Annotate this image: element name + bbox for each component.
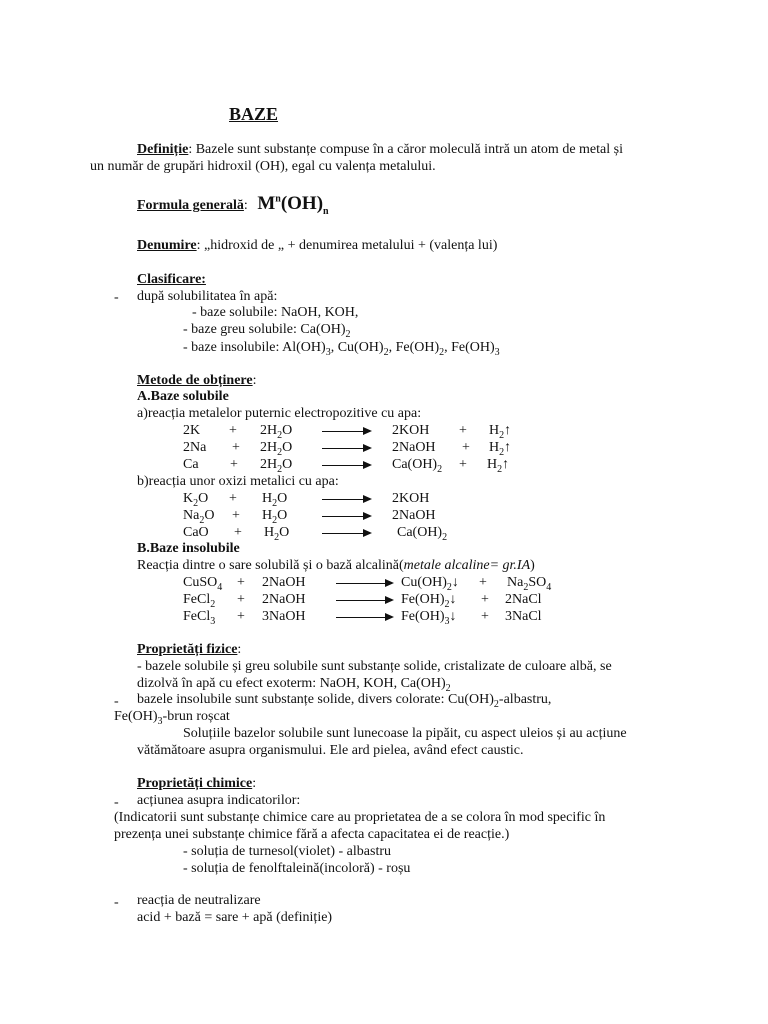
definition-label: Definiție [137, 142, 189, 157]
denumire-label: Denumire [137, 238, 197, 253]
definition-line-2: un număr de grupări hidroxil (OH), egal cu valența metalului. [90, 159, 436, 174]
reaction-arrow [322, 465, 370, 466]
baze-insolubile-text: Reacția dintre o sare solubilă și o bază alcalină(metale alcaline= gr.IA) [137, 558, 535, 573]
chimice-indicatori: acțiunea asupra indicatorilor: [137, 793, 301, 808]
reaction-arrow [322, 448, 370, 449]
fizice-heading: Proprietăți fizice: [137, 642, 242, 657]
chimice-dash-1: - [114, 795, 119, 810]
clasificare-heading: Clasificare: [137, 272, 206, 287]
clasificare-criterion: după solubilitatea în apă: [137, 289, 278, 304]
reaction-arrow [336, 583, 392, 584]
baze-insolubile-heading: B.Baze insolubile [137, 541, 240, 556]
fizice-p2-line2: $Fe(OH)_3$-brun roșcat [114, 709, 230, 727]
chimice-dash-2: - [114, 895, 119, 910]
clasificare-dash: - [114, 290, 119, 305]
definition-line-1 [137, 142, 623, 158]
reaction-arrow [336, 617, 392, 618]
reaction-arrow [322, 516, 370, 517]
formula-label: Formula generală [137, 198, 244, 213]
chimice-fenolftaleina: - soluția de fenolftaleină(incoloră) - roșu [183, 861, 411, 876]
chimice-neutralizare: reacția de neutralizare [137, 893, 261, 908]
chimice-heading: Proprietăți chimice: [137, 776, 257, 791]
fizice-p2-line1: bazele insolubile sunt substanțe solide, divers colorate: $Cu(OH)_2$-albastru, [137, 692, 552, 710]
fizice-p1-line1: - bazele solubile și greu solubile sunt substanțe solide, cristalizate de culoare albă, se [137, 659, 612, 674]
reaction-arrow [336, 600, 392, 601]
fizice-p1-line2: dizolvă în apă cu efect exoterm: NaOH, KOH, $Ca(OH)_2$ [137, 676, 451, 694]
reaction-arrow [322, 431, 370, 432]
chimice-indicatori-desc-2: prezența unei substanțe chimice fără a afecta capacitatea ei de reacție.) [114, 827, 510, 842]
reactie-b-text: b)reacția unor oxizi metalici cu apa: [137, 474, 339, 489]
metode-heading: Metode de obținere: [137, 373, 257, 388]
clasificare-item-greu-solubile: - baze greu solubile: $Ca(OH)_2$ [183, 322, 351, 340]
clasificare-item-solubile: - baze solubile: NaOH, KOH, [192, 305, 359, 320]
denumire-text: : „hidroxid de „ + denumirea metalului + (valența lui) [196, 238, 498, 253]
fizice-p3-line2: vătămătoare asupra organismului. Ele ard pielea, având efect caustic. [137, 743, 524, 758]
definition-text-1: : Bazele sunt substanțe compuse în a căror moleculă intră un atom de metal și [188, 142, 623, 157]
formula-line [137, 193, 329, 217]
reaction-arrow [322, 533, 370, 534]
chimice-turnesol: - soluția de turnesol(violet) - albastru [183, 844, 391, 859]
fizice-dash: - [114, 694, 119, 709]
reactie-a-text: a)reacția metalelor puternic electropozitive cu apa: [137, 406, 422, 421]
clasificare-item-insolubile: - baze insolubile: $Al(OH)_3$, $Cu(OH)_2$, $Fe(OH)_2$, $Fe(OH)_3$ [183, 340, 500, 358]
reaction-arrow [322, 499, 370, 500]
baze-solubile-heading: A.Baze solubile [137, 389, 229, 404]
fizice-p3-line1: Soluțiile bazelor solubile sunt lunecoase la pipăit, cu aspect uleios și au acțiune [183, 726, 627, 741]
page-title: BAZE [229, 104, 279, 124]
formula-sep: : [243, 198, 248, 213]
chimice-neutralizare-def: acid + bază = sare + apă (definiție) [137, 910, 333, 925]
formula-expression: $M^n(OH)_n$ [257, 193, 329, 217]
denumire-line [137, 238, 497, 254]
chimice-indicatori-desc-1: (Indicatorii sunt substanțe chimice care au proprietatea de a se colora în mod specific în [114, 810, 606, 825]
